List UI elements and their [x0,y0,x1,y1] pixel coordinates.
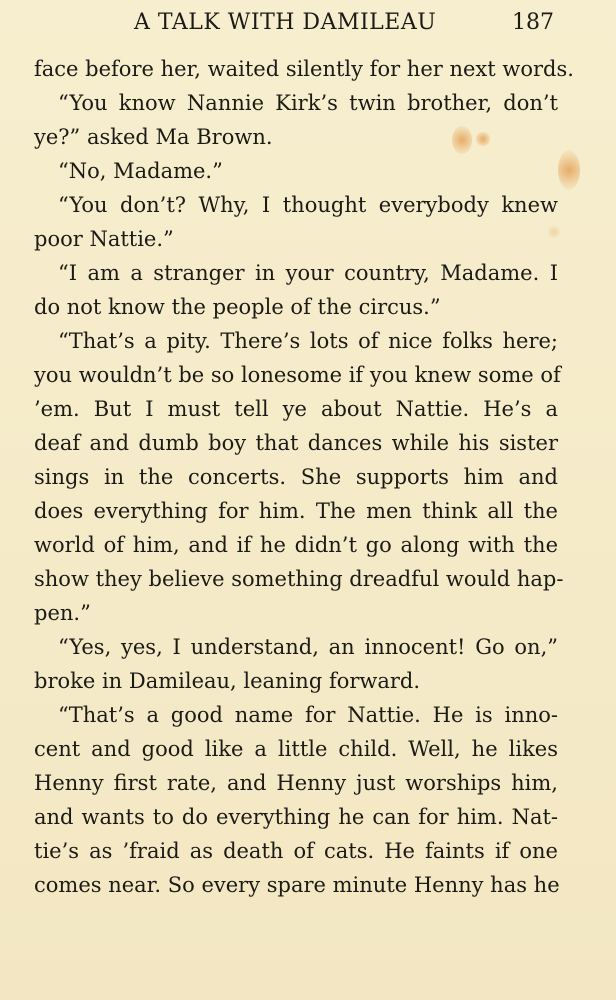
text-line: does everything for him. The men think all the [34,499,558,523]
text-line: Henny first rate, and Henny just worships him, [34,771,558,795]
text-line: sings in the concerts. She supports him and [34,465,558,489]
text-line: comes near. So every spare minute Henny has he [34,873,560,897]
running-header [0,10,616,40]
text-line: “You know Nannie Kirk’s twin brother, don’t [58,91,558,115]
text-line: show they believe something dreadful would hap- [34,567,564,591]
text-line: face before her, waited silently for her next words. [34,57,574,81]
text-line: deaf and dumb boy that dances while his sister [34,431,558,455]
text-line: you wouldn’t be so lonesome if you knew some of [34,363,561,387]
text-line: world of him, and if he didn’t go along with the [34,533,558,557]
page-number: 187 [512,10,554,35]
text-line: tie’s as ’fraid as death of cats. He faints if one [34,839,558,863]
text-line: “No, Madame.” [58,159,223,183]
text-line: and wants to do everything he can for him. Nat- [34,805,558,829]
foxing-stain [558,150,580,190]
text-line: broke in Damileau, leaning forward. [34,669,421,693]
chapter-title: A TALK WITH DAMILEAU [134,10,437,35]
text-line: “That’s a pity. There’s lots of nice folks here; [58,329,558,353]
text-line: “I am a stranger in your country, Madame. I [58,261,558,285]
text-line: “That’s a good name for Nattie. He is inno- [58,703,558,727]
text-line: ye?” asked Ma Brown. [34,125,273,149]
text-line: “Yes, yes, I understand, an innocent! Go on,” [58,635,558,659]
text-line: ’em. But I must tell ye about Nattie. He’s a [34,397,558,421]
text-line: pen.” [34,601,91,625]
text-line: “You don’t? Why, I thought everybody knew [58,193,558,217]
text-line: do not know the people of the circus.” [34,295,441,319]
text-line: poor Nattie.” [34,227,174,251]
text-line: cent and good like a little child. Well, he likes [34,737,558,761]
